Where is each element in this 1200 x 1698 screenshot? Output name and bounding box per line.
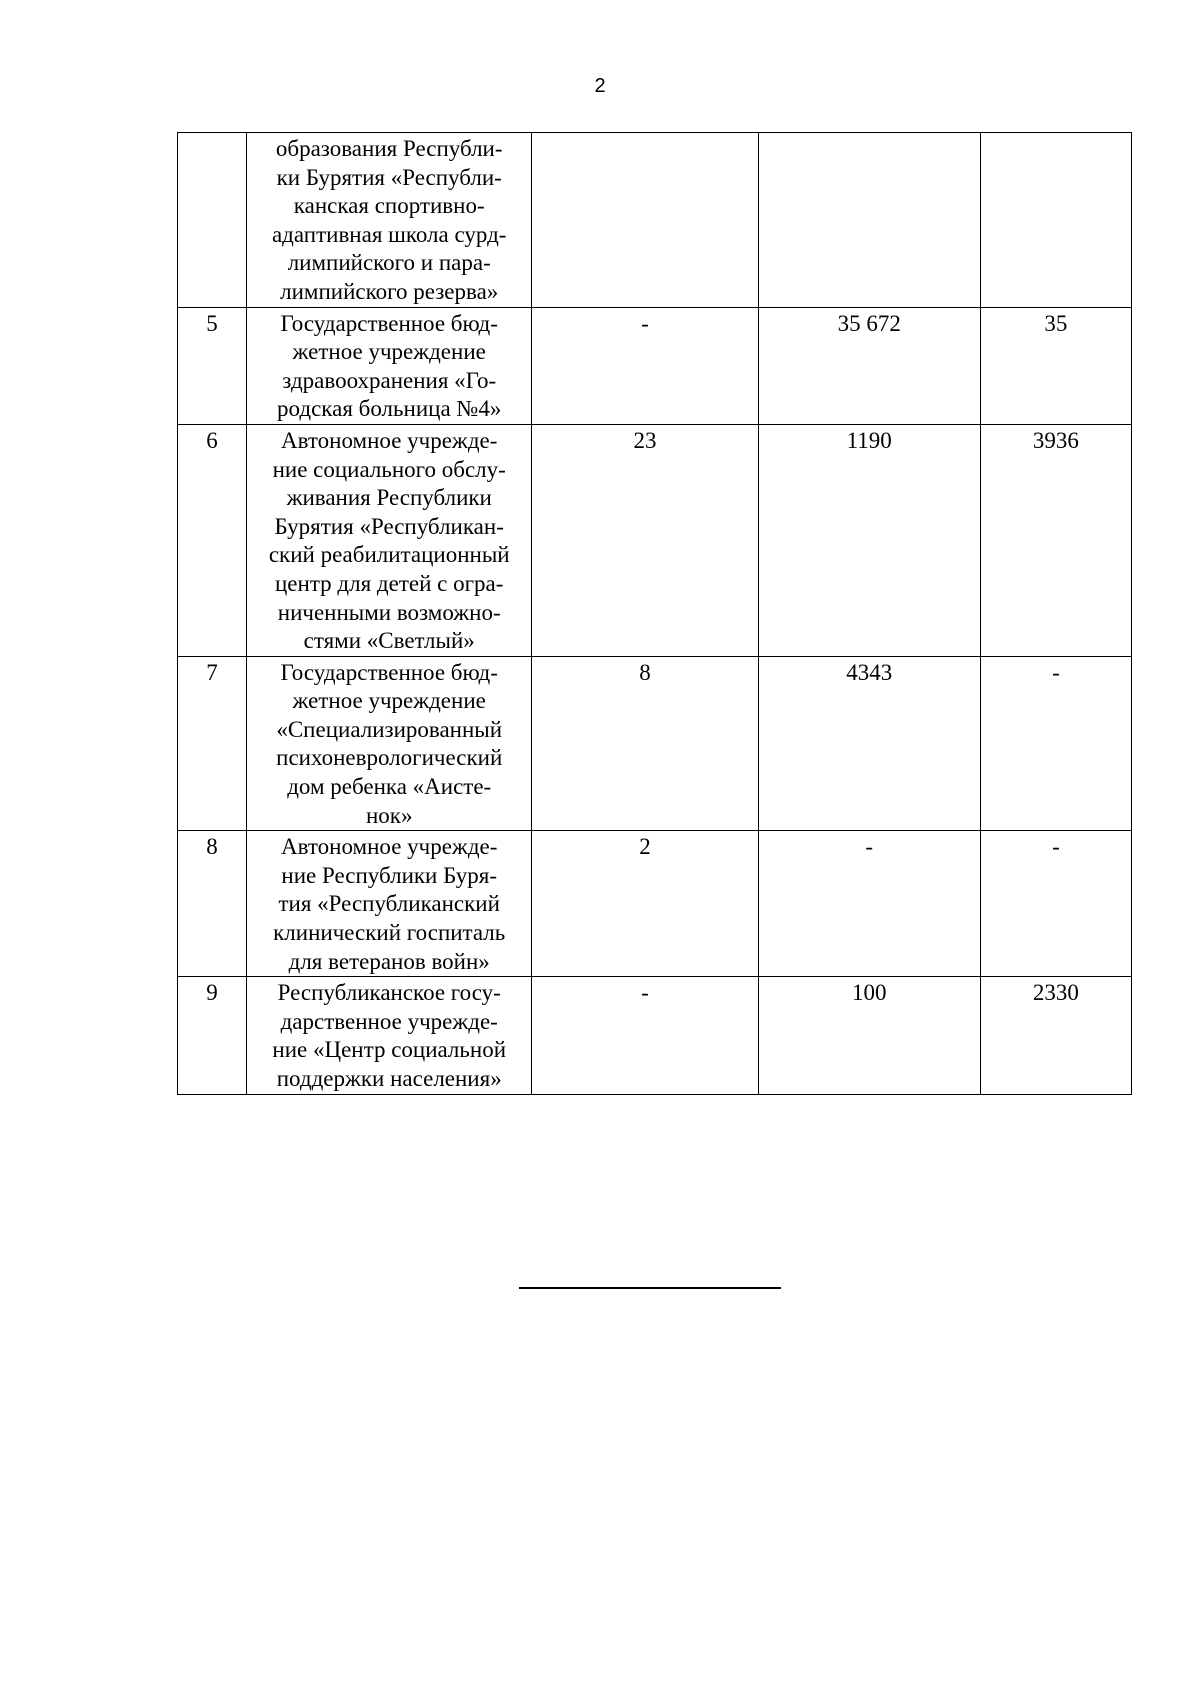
value-col-2: 35 672 xyxy=(758,307,980,424)
institution-name: Государственное бюд- жетное учреждение «Специализированный психоневрологический дом ребенка «Аисте- нок» xyxy=(247,656,532,831)
value-col-2: 100 xyxy=(758,977,980,1094)
row-number: 5 xyxy=(178,307,247,424)
value-col-3: 2330 xyxy=(980,977,1131,1094)
institutions-table xyxy=(177,132,1132,1095)
table-row xyxy=(178,133,1132,308)
value-col-2: 1190 xyxy=(758,424,980,656)
institution-name: Республиканское госу- дарственное учрежде- ние «Центр социальной поддержки населения» xyxy=(247,977,532,1094)
value-col-3: 35 xyxy=(980,307,1131,424)
row-number: 7 xyxy=(178,656,247,831)
institution-name: Автономное учрежде- ние социального обслу- живания Республики Бурятия «Республикан- ский реабилитационный центр для детей с огра- ниченными возможно- стями «Светлый» xyxy=(247,424,532,656)
institution-name: образования Республи- ки Бурятия «Республи- канская спортивно- адаптивная школа сурд- лимпийского и пара- лимпийского резерва» xyxy=(247,133,532,308)
value-col-1: - xyxy=(532,977,758,1094)
table-row xyxy=(178,424,1132,656)
row-number: 6 xyxy=(178,424,247,656)
table-row xyxy=(178,307,1132,424)
value-col-1 xyxy=(532,133,758,308)
page-number: 2 xyxy=(594,75,606,97)
value-col-3: 3936 xyxy=(980,424,1131,656)
value-col-1: 23 xyxy=(532,424,758,656)
row-number: 8 xyxy=(178,831,247,977)
value-col-1: - xyxy=(532,307,758,424)
institution-name: Автономное учрежде- ние Республики Буря- тия «Республиканский клинический госпиталь для ветеранов войн» xyxy=(247,831,532,977)
closing-rule xyxy=(519,1287,781,1289)
institution-name: Государственное бюд- жетное учреждение здравоохранения «Го- родская больница №4» xyxy=(247,307,532,424)
value-col-2: - xyxy=(758,831,980,977)
value-col-3 xyxy=(980,133,1131,308)
table-row xyxy=(178,977,1132,1094)
row-number: 9 xyxy=(178,977,247,1094)
row-number xyxy=(178,133,247,308)
value-col-3: - xyxy=(980,831,1131,977)
table-row xyxy=(178,831,1132,977)
table-row xyxy=(178,656,1132,831)
value-col-2: 4343 xyxy=(758,656,980,831)
value-col-1: 8 xyxy=(532,656,758,831)
value-col-3: - xyxy=(980,656,1131,831)
value-col-2 xyxy=(758,133,980,308)
value-col-1: 2 xyxy=(532,831,758,977)
